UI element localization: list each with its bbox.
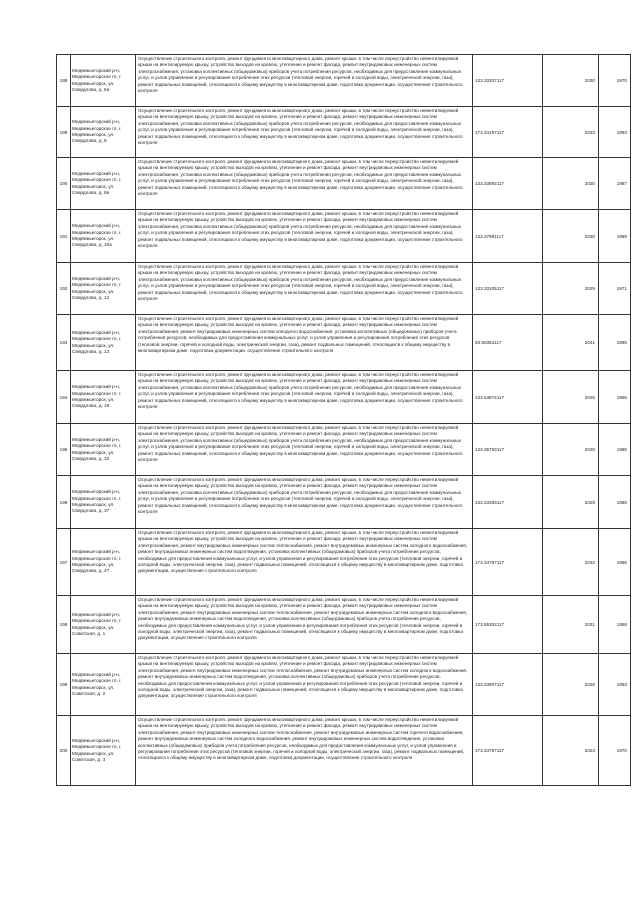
planned-year-cell: 2029 — [543, 476, 599, 529]
table-row — [57, 55, 631, 107]
works-description-cell: Осуществление строительного контроля, ремонт фундамента многоквартирного дома, ремонт крыши, в том числе переустройство невентилируемой крыши на вентилируемую крышу, устройство выходов на кровлю, утепление и ремонт фасада, ремонт внутридомовых инженерных систем электроснабжения, установка коллективных (общедомовых) приборов учета потребления ресурсов, необходимых для предоставления коммунальных услуг, и узлов управления и регулирования потребления этих ресурсов (тепловой энергии, горячей и холодной воды, электрической энергии, газа), ремонт подвальных помещений, относящихся к общему имуществу в многоквартирном доме, подготовка документации, осуществление строительного контроля — [136, 424, 473, 476]
built-year-cell: 1985 — [599, 424, 631, 476]
table-row — [57, 529, 631, 596]
table-body — [57, 55, 631, 786]
table-row — [57, 716, 631, 786]
area-cell: 133.33992117 — [473, 158, 543, 210]
area-cell: 133.33105117 — [473, 263, 543, 315]
table-row — [57, 371, 631, 424]
built-year-cell: 1970 — [599, 716, 631, 786]
built-year-cell: 1953 — [599, 654, 631, 716]
built-year-cell: 1989 — [599, 210, 631, 263]
table-row — [57, 424, 631, 476]
area-cell: 173.55302117 — [473, 596, 543, 654]
works-description-cell: Осуществление строительного контроля, ремонт фундамента многоквартирного дома, ремонт крыши, в том числе переустройство невентилируемой крыши на вентилируемую крышу, устройство выходов на кровлю, утепление и ремонт фасада, ремонт внутридомовых инженерных систем электроснабжения, установка коллективных (общедомовых) приборов учета потребления ресурсов, необходимых для предоставления коммунальных услуг, и узлов управления и регулирования потребления этих ресурсов (тепловой энергии, горячей и холодной воды, электрической энергии, газа), ремонт подвальных помещений, относящихся к общему имуществу в многоквартирном доме, подготовка документации, осуществление строительного контроля — [136, 476, 473, 529]
row-number-cell: 189 — [57, 107, 71, 158]
row-number-cell: 199 — [57, 654, 71, 716]
row-number-cell: 197 — [57, 529, 71, 596]
works-description-cell: Осуществление строительного контроля, ремонт фундамента многоквартирного дома, ремонт крыши, в том числе переустройство невентилируемой крыши на вентилируемую крышу, устройство выходов на кровлю, утепление и ремонт фасада, ремонт внутридомовых инженерных систем электроснабжения, установка коллективных (общедомовых) приборов учета потребления ресурсов, необходимых для предоставления коммунальных услуг, и узлов управления и регулирования потребления этих ресурсов (тепловой энергии, горячей и холодной воды, электрической энергии, газа), ремонт подвальных помещений, относящихся к общему имуществу в многоквартирном доме, подготовка документации, осуществление строительного контроля — [136, 210, 473, 263]
area-cell: 133.33337117 — [473, 55, 543, 107]
works-description-cell: Осуществление строительного контроля, ремонт фундамента многоквартирного дома, ремонт крыши, в том числе переустройство невентилируемой крыши на вентилируемую крышу, устройство выходов на кровлю, утепление и ремонт фасада, ремонт внутридомовых инженерных систем электроснабжения, установка коллективных (общедомовых) приборов учета потребления ресурсов, необходимых для предоставления коммунальных услуг, и узлов управления и регулирования потребления этих ресурсов (тепловой энергии, горячей и холодной воды, электрической энергии, газа), ремонт подвальных помещений, относящихся к общему имуществу в многоквартирном доме, подготовка документации, осуществление строительного контроля — [136, 55, 473, 107]
built-year-cell: 1987 — [599, 158, 631, 210]
planned-year-cell: 2029 — [543, 263, 599, 315]
planned-year-cell: 2023 — [543, 716, 599, 786]
table-row — [57, 315, 631, 371]
built-year-cell: 1971 — [599, 263, 631, 315]
planned-year-cell: 2026 — [543, 654, 599, 716]
area-cell: 133.54874117 — [473, 371, 543, 424]
works-description-cell: Осуществление строительного контроля, ремонт фундамента многоквартирного дома, ремонт крыши, в том числе переустройство невентилируемой крыши на вентилируемую крышу, устройство выходов на кровлю, утепление и ремонт фасада, ремонт внутридомовых инженерных систем электроснабжения, установка коллективных (общедомовых) приборов учета потребления ресурсов, необходимых для предоставления коммунальных услуг, и узлов управления и регулирования потребления этих ресурсов (тепловой энергии, горячей и холодной воды, электрической энергии, газа), ремонт подвальных помещений, относящихся к общему имуществу в многоквартирном доме, подготовка документации, осуществление строительного контроля — [136, 158, 473, 210]
planned-year-cell: 2030 — [543, 158, 599, 210]
works-description-cell: Осуществление строительного контроля, ремонт фундамента многоквартирного дома, ремонт крыши, в том числе переустройство невентилируемой крыши на вентилируемую крышу, устройство выходов на кровлю, утепление и ремонт фасада, ремонт внутридомовых инженерных систем электроснабжения, ремонт внутридомовых инженерных систем теплоснабжения, ремонт внутридомовых инженерных систем горячего водоснабжения, ремонт внутридомовых инженерных систем холодного водоснабжения, ремонт внутридомовых инженерных систем водоотведения, установка коллективных (общедомовых) приборов учета потребления ресурсов, необходимых для предоставления коммунальных услуг, и узлов управления и регулирования потребления этих ресурсов (тепловой энергии, горячей и холодной воды, электрической энергии, газа), ремонт подвальных помещений, относящихся к общему имуществу в многоквартирном доме, подготовка документации, осуществление строительного контроля — [136, 716, 473, 786]
row-number-cell: 194 — [57, 371, 71, 424]
address-cell: Медвежьегорский р-н, Медвежьегорское гп, г. Медвежьегорск, ул. Свердлова, д. 12 — [71, 263, 136, 315]
built-year-cell: 1995 — [599, 315, 631, 371]
table-row — [57, 263, 631, 315]
planned-year-cell: 2030 — [543, 210, 599, 263]
table-row — [57, 210, 631, 263]
row-number-cell: 191 — [57, 210, 71, 263]
planned-year-cell: 2025 — [543, 371, 599, 424]
address-cell: Медвежьегорский р-н, Медвежьегорское гп, г. Медвежьегорск, ул. Советская, д. 1 — [71, 596, 136, 654]
planned-year-cell: 2032 — [543, 529, 599, 596]
row-number-cell: 196 — [57, 476, 71, 529]
built-year-cell: 1965 — [599, 529, 631, 596]
row-number-cell: 198 — [57, 596, 71, 654]
table-row — [57, 596, 631, 654]
address-cell: Медвежьегорский р-н, Медвежьегорское гп, г. Медвежьегорск, ул. Свердлова, д. 13 — [71, 315, 136, 371]
capital-repair-table — [56, 54, 631, 786]
works-description-cell: Осуществление строительного контроля, ремонт фундамента многоквартирного дома, ремонт крыши, в том числе переустройство невентилируемой крыши на вентилируемую крышу, устройство выходов на кровлю, утепление и ремонт фасада, ремонт внутридомовых инженерных систем электроснабжения, установка коллективных (общедомовых) приборов учета потребления ресурсов, необходимых для предоставления коммунальных услуг, и узлов управления и регулирования потребления этих ресурсов (тепловой энергии, горячей и холодной воды, электрической энергии, газа), ремонт подвальных помещений, относящихся к общему имуществу в многоквартирном доме, подготовка документации, осуществление строительного контроля — [136, 107, 473, 158]
built-year-cell: 1958 — [599, 596, 631, 654]
address-cell: Медвежьегорский р-н, Медвежьегорское гп, г. Медвежьегорск, ул. Советская, д. 3 — [71, 716, 136, 786]
address-cell: Медвежьегорский р-н, Медвежьегорское гп, г. Медвежьегорск, ул. Свердлова, д. 10а — [71, 210, 136, 263]
area-cell: 173.34197117 — [473, 107, 543, 158]
address-cell: Медвежьегорский р-н, Медвежьегорское гп, г. Медвежьегорск, ул. Свердлова, д. 32 — [71, 424, 136, 476]
address-cell: Медвежьегорский р-н, Медвежьегорское гп, г. Медвежьегорск, ул. Советская, д. 2 — [71, 654, 136, 716]
address-cell: Медвежьегорский р-н, Медвежьегорское гп, г. Медвежьегорск, ул. Свердлова, д. 19 — [71, 371, 136, 424]
planned-year-cell: 2033 — [543, 107, 599, 158]
works-description-cell: Осуществление строительного контроля, ремонт фундамента многоквартирного дома, ремонт крыши, в том числе переустройство невентилируемой крыши на вентилируемую крышу, устройство выходов на кровлю, утепление и ремонт фасада, ремонт внутридомовых инженерных систем электроснабжения, ремонт внутридомовых инженерных систем теплоснабжения, ремонт внутридомовых инженерных систем холодного водоснабжения, ремонт внутридомовых инженерных систем водоотведения, установка коллективных (общедомовых) приборов учета потребления ресурсов, необходимых для предоставления коммунальных услуг, и узлов управления и регулирования потребления этих ресурсов (тепловой энергии, горячей и холодной воды, электрической энергии, газа), ремонт подвальных помещений, относящихся к общему имуществу в многоквартирном доме, подготовка документации, осуществление строительного контроля — [136, 596, 473, 654]
address-cell: Медвежьегорский р-н, Медвежьегорское гп, г. Медвежьегорск, ул. Свердлова, д. 8а — [71, 158, 136, 210]
works-description-cell: Осуществление строительного контроля, ремонт фундамента многоквартирного дома, ремонт крыши, в том числе переустройство невентилируемой крыши на вентилируемую крышу, устройство выходов на кровлю, утепление и ремонт фасада, ремонт внутридомовых инженерных систем электроснабжения, установка коллективных (общедомовых) приборов учета потребления ресурсов, необходимых для предоставления коммунальных услуг, и узлов управления и регулирования потребления этих ресурсов (тепловой энергии, горячей и холодной воды, электрической энергии, газа), ремонт подвальных помещений, относящихся к общему имуществу в многоквартирном доме, подготовка документации, осуществление строительного контроля — [136, 263, 473, 315]
works-description-cell: Осуществление строительного контроля, ремонт фундамента многоквартирного дома, ремонт крыши, в том числе переустройство невентилируемой крыши на вентилируемую крышу, устройство выходов на кровлю, утепление и ремонт фасада, ремонт внутридомовых инженерных систем электроснабжения, ремонт внутридомовых инженерных систем холодного водоснабжения, установка коллективных (общедомовых) приборов учета потребления ресурсов, необходимых для предоставления коммунальных услуг, и узлов управления и регулирования потребления этих ресурсов (тепловой энергии, горячей и холодной воды, электрической энергии, газа), ремонт подвальных помещений, относящихся к общему имуществу в многоквартирном доме, подготовка документации, осуществление строительного контроля — [136, 315, 473, 371]
document-page — [56, 54, 627, 786]
area-cell: 93.50353117 — [473, 315, 543, 371]
area-cell: 133.35763117 — [473, 424, 543, 476]
planned-year-cell: 2030 — [543, 55, 599, 107]
area-cell: 173.34797117 — [473, 716, 543, 786]
works-description-cell: Осуществление строительного контроля, ремонт фундамента многоквартирного дома, ремонт крыши, в том числе переустройство невентилируемой крыши на вентилируемую крышу, устройство выходов на кровлю, утепление и ремонт фасада, ремонт внутридомовых инженерных систем электроснабжения, ремонт внутридомовых инженерных систем теплоснабжения, ремонт внутридомовых инженерных систем холодного водоснабжения, ремонт внутридомовых инженерных систем водоотведения, установка коллективных (общедомовых) приборов учета потребления ресурсов, необходимых для предоставления коммунальных услуг, и узлов управления и регулирования потребления этих ресурсов (тепловой энергии, горячей и холодной воды, электрической энергии, газа), ремонт подвальных помещений, относящихся к общему имуществу в многоквартирном доме, подготовка документации, осуществление строительного контроля — [136, 654, 473, 716]
planned-year-cell: 2028 — [543, 424, 599, 476]
row-number-cell: 192 — [57, 263, 71, 315]
table-row — [57, 476, 631, 529]
row-number-cell: 190 — [57, 158, 71, 210]
row-number-cell: 188 — [57, 55, 71, 107]
area-cell: 173.34797117 — [473, 529, 543, 596]
built-year-cell: 1956 — [599, 371, 631, 424]
address-cell: Медвежьегорский р-н, Медвежьегорское гп, г. Медвежьегорск, ул. Свердлова, д. 37 — [71, 476, 136, 529]
area-cell: 133.33907117 — [473, 654, 543, 716]
table-row — [57, 107, 631, 158]
area-cell: 133.33393117 — [473, 476, 543, 529]
works-description-cell: Осуществление строительного контроля, ремонт фундамента многоквартирного дома, ремонт крыши, в том числе переустройство невентилируемой крыши на вентилируемую крышу, устройство выходов на кровлю, утепление и ремонт фасада, ремонт внутридомовых инженерных систем электроснабжения, ремонт внутридомовых инженерных систем теплоснабжения, ремонт внутридомовых инженерных систем холодного водоснабжения, ремонт внутридомовых инженерных систем водоотведения, установка коллективных (общедомовых) приборов учета потребления ресурсов, необходимых для предоставления коммунальных услуг, и узлов управления и регулирования потребления этих ресурсов (тепловой энергии, горячей и холодной воды, электрической энергии, газа), ремонт подвальных помещений, относящихся к общему имуществу в многоквартирном доме, подготовка документации, осуществление строительного контроля — [136, 529, 473, 596]
address-cell: Медвежьегорский р-н, Медвежьегорское гп, г. Медвежьегорск, ул. Свердлова, д. 6а — [71, 55, 136, 107]
address-cell: Медвежьегорский р-н, Медвежьегорское гп, г. Медвежьегорск, ул. Свердлова, д. 47 — [71, 529, 136, 596]
address-cell: Медвежьегорский р-н, Медвежьегорское гп, г. Медвежьегорск, ул. Свердлова, д. 8 — [71, 107, 136, 158]
built-year-cell: 1993 — [599, 107, 631, 158]
table-row — [57, 654, 631, 716]
built-year-cell: 1970 — [599, 55, 631, 107]
row-number-cell: 200 — [57, 716, 71, 786]
table-row — [57, 158, 631, 210]
works-description-cell: Осуществление строительного контроля, ремонт фундамента многоквартирного дома, ремонт крыши, в том числе переустройство невентилируемой крыши на вентилируемую крышу, устройство выходов на кровлю, утепление и ремонт фасада, ремонт внутридомовых инженерных систем электроснабжения, установка коллективных (общедомовых) приборов учета потребления ресурсов, необходимых для предоставления коммунальных услуг, и узлов управления и регулирования потребления этих ресурсов (тепловой энергии, горячей и холодной воды, электрической энергии, газа), ремонт подвальных помещений, относящихся к общему имуществу в многоквартирном доме, подготовка документации, осуществление строительного контроля — [136, 371, 473, 424]
row-number-cell: 195 — [57, 424, 71, 476]
planned-year-cell: 2041 — [543, 315, 599, 371]
area-cell: 133.37991117 — [473, 210, 543, 263]
row-number-cell: 193 — [57, 315, 71, 371]
built-year-cell: 1985 — [599, 476, 631, 529]
planned-year-cell: 2031 — [543, 596, 599, 654]
